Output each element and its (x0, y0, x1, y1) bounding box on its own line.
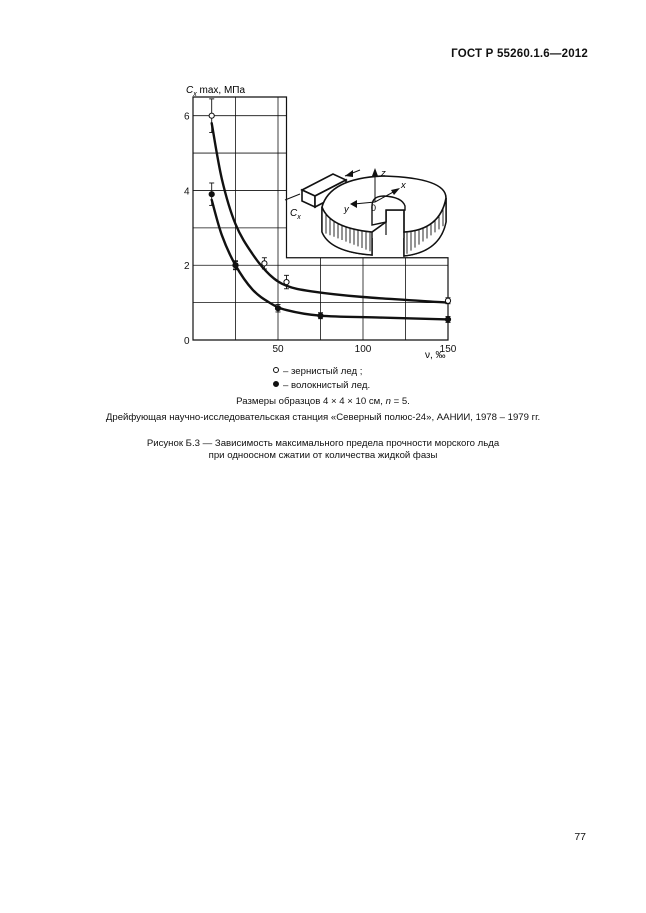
ring-specimen (322, 176, 446, 256)
inset-axis-y: y (344, 204, 349, 215)
data-point-open (262, 261, 267, 266)
data-point-filled (233, 263, 238, 268)
x-tick-label: 150 (439, 344, 457, 355)
figure-caption-line1: Рисунок Б.3 — Зависимость максимального предела прочности морского льда (146, 438, 500, 449)
standard-number: ГОСТ Р 55260.1.6—2012 (451, 48, 588, 60)
y-axis-label-symbol: C (186, 85, 194, 96)
data-point-open (209, 113, 214, 118)
inset-diagram (285, 168, 446, 256)
data-point-filled (275, 306, 280, 311)
inset-force-label (290, 208, 301, 221)
x-axis-label: ν, ‰ (425, 350, 446, 361)
data-point-filled (209, 192, 214, 197)
force-arrow (285, 194, 300, 200)
legend-fibrous-label: – волокнистый лед. (283, 380, 371, 391)
data-point-open (445, 298, 450, 303)
sample-size-suffix: = 5. (390, 396, 410, 407)
data-point-filled (318, 313, 323, 318)
y-axis-label-rest: max, МПа (196, 85, 246, 96)
inset-axis-z: z (381, 168, 386, 179)
inset-axis-x: x (401, 180, 406, 191)
sample-size-prefix: Размеры образцов 4 × 4 × 10 см, (236, 396, 386, 407)
station-note: Дрейфующая научно-исследовательская станция «Северный полюс-24», ААНИИ, 1978 – 1979 гг. (105, 412, 541, 423)
inset-force-symbol: C (290, 208, 298, 219)
y-axis-label (186, 85, 245, 98)
y-tick-label: 4 (184, 186, 190, 198)
tick-label-zero: 0 (184, 336, 190, 347)
sample-size-n: n (385, 396, 391, 407)
filled-circle-icon (273, 381, 279, 387)
legend-granular (273, 366, 362, 377)
legend-fibrous (273, 380, 370, 391)
data-point-open (284, 279, 289, 284)
figure-caption-line2: при одноосном сжатии от количества жидкой фазы (208, 450, 438, 461)
inset-origin: 0 (371, 203, 377, 213)
page-number: 77 (574, 831, 586, 843)
y-tick-label: 6 (184, 111, 190, 123)
y-axis-label-subscript: x (193, 91, 197, 98)
data-point-filled (445, 317, 450, 322)
x-tick-label: 50 (272, 344, 284, 355)
open-circle-icon (273, 367, 279, 373)
legend-granular-label: – зернистый лед ; (283, 366, 363, 377)
sample-size-note (0, 396, 646, 407)
inset-force-subscript: x (297, 214, 301, 221)
y-tick-label: 2 (184, 261, 190, 273)
x-tick-label: 100 (354, 344, 372, 355)
